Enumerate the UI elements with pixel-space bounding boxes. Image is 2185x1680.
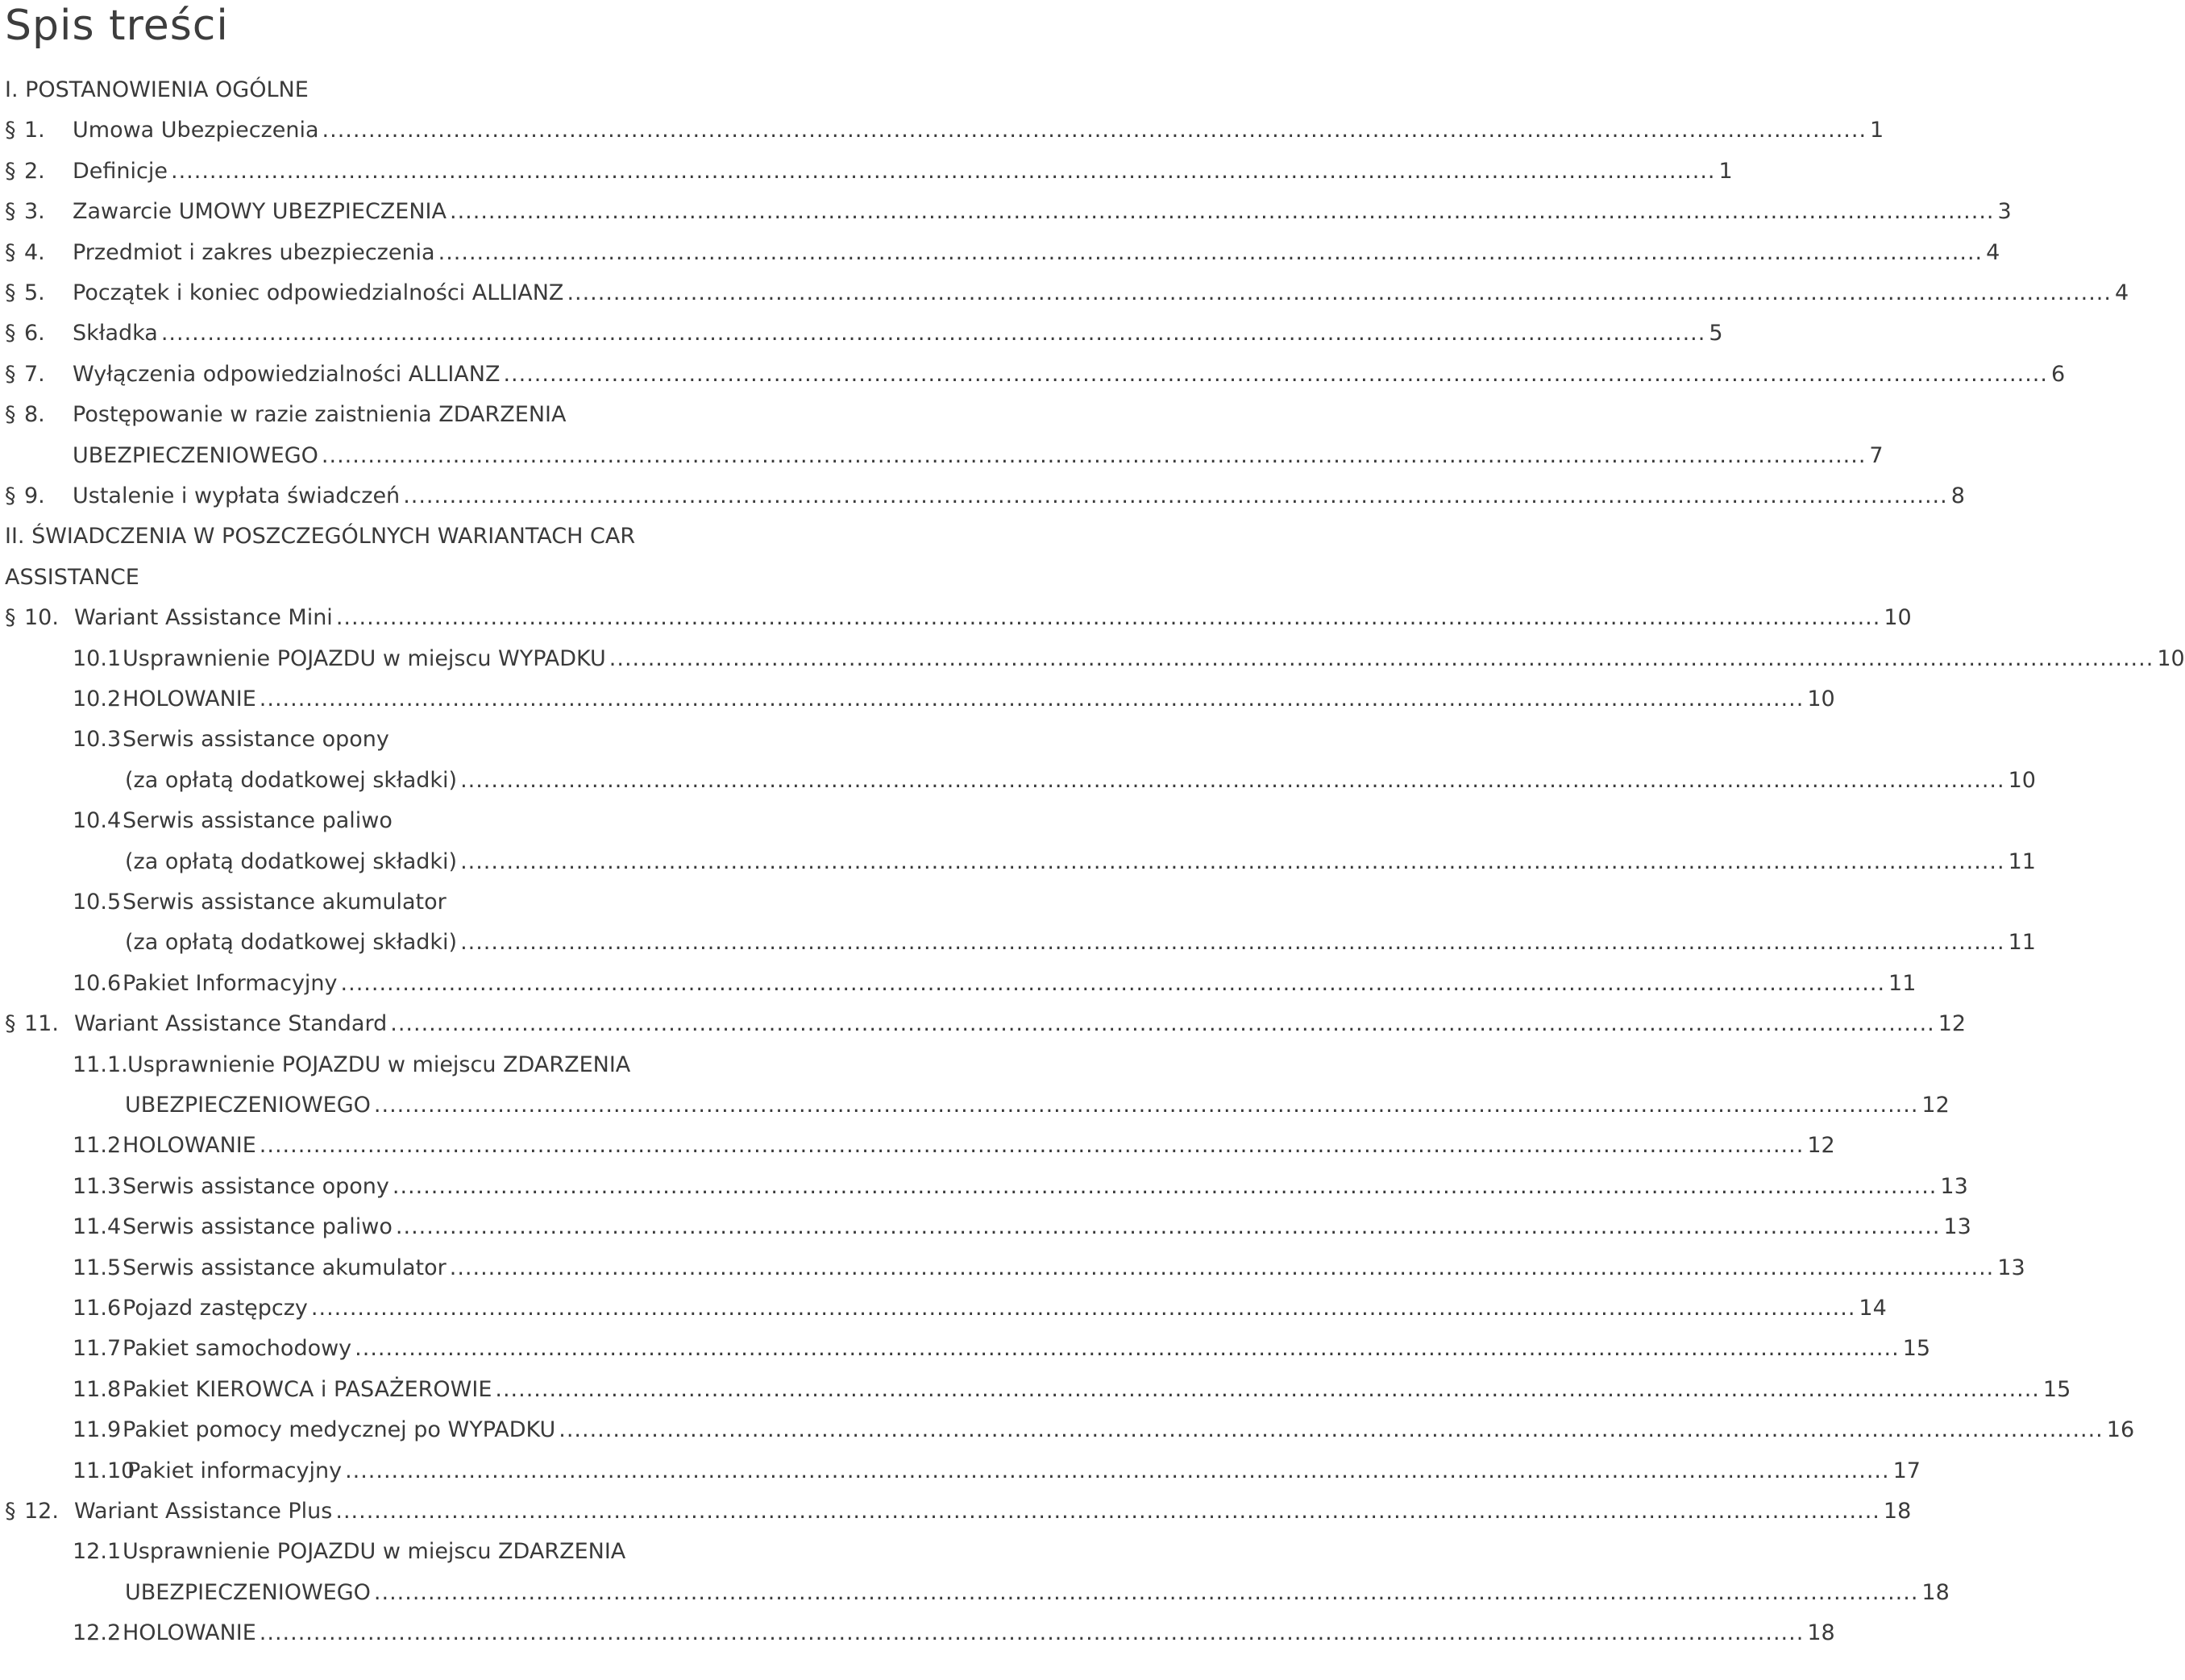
paragraph-number: 9. xyxy=(24,483,45,508)
section-sign-icon: § xyxy=(5,1499,16,1524)
subsection-number: 10.5 xyxy=(73,890,122,915)
toc-subentry[interactable] xyxy=(123,1288,1887,1329)
subsection-number: 11.5 xyxy=(73,1255,122,1280)
entry-title: Zawarcie UMOWY UBEZPIECZENIA xyxy=(73,199,447,225)
entry-title: Umowa Ubezpieczenia xyxy=(73,118,319,143)
subsection-number: 10.2 xyxy=(73,687,122,711)
entry-title: Wariant Assistance Plus xyxy=(74,1499,333,1524)
subsection-number: 11.2 xyxy=(73,1133,122,1159)
page-number: 4 xyxy=(1986,239,2000,265)
page-number: 4 xyxy=(2114,280,2129,305)
toc-entry[interactable] xyxy=(73,151,1733,192)
page-number: 18 xyxy=(1883,1499,1912,1524)
page-number: 16 xyxy=(2106,1417,2135,1443)
subsection-number: 12.1 xyxy=(73,1539,122,1565)
entry-title: Pakiet Informacyjny xyxy=(123,970,338,996)
paragraph-number: 10. xyxy=(24,605,59,631)
dot-leader: ........................................................................................................................................................................................................ xyxy=(449,199,1995,225)
toc-entry[interactable] xyxy=(74,598,1912,638)
entry-title: HOLOWANIE xyxy=(123,687,256,711)
section-heading: I. POSTANOWIENIA OGÓLNE xyxy=(5,77,309,102)
dot-leader: ........................................................................................................................................................................................................ xyxy=(403,483,1948,508)
section-sign-icon: § xyxy=(5,483,16,508)
section-sign-icon: § xyxy=(5,239,16,265)
entry-title: (za opłatą dodatkowej składki) xyxy=(125,848,458,874)
toc-subentry[interactable] xyxy=(125,1573,1950,1613)
dot-leader: ........................................................................................................................................................................................................ xyxy=(392,1173,1938,1199)
page-number: 6 xyxy=(2050,361,2066,387)
entry-title: Wyłączenia odpowiedzialności ALLIANZ xyxy=(73,361,501,387)
dot-leader: ........................................................................................................................................................................................................ xyxy=(449,1255,1995,1280)
toc-subentry[interactable] xyxy=(123,964,1917,1004)
dot-leader: ........................................................................................................................................................................................................ xyxy=(345,1458,1890,1483)
paragraph-number: 1. xyxy=(24,118,45,143)
subsection-number: 11.4 xyxy=(73,1214,122,1240)
entry-title: Ustalenie i wypłata świadczeń xyxy=(73,483,401,508)
page-number: 13 xyxy=(1943,1214,1971,1240)
toc-entry[interactable] xyxy=(73,313,1723,354)
dot-leader: ........................................................................................................................................................................................................ xyxy=(373,1093,1919,1118)
dot-leader: ........................................................................................................................................................................................................ xyxy=(335,1499,1880,1524)
dot-leader: ........................................................................................................................................................................................................ xyxy=(609,645,2154,671)
subsection-number: 11.7 xyxy=(73,1336,122,1362)
page-title: Spis treści xyxy=(5,2,229,50)
section-sign-icon: § xyxy=(5,1011,16,1037)
subsection-number: 11.10 xyxy=(73,1458,135,1483)
page-number: 15 xyxy=(2042,1376,2071,1402)
paragraph-number: 6. xyxy=(24,321,45,346)
page-number: 12 xyxy=(1807,1133,1835,1159)
entry-title: (za opłatą dodatkowej składki) xyxy=(125,930,458,956)
page-number: 11 xyxy=(2008,930,2036,956)
paragraph-number: 5. xyxy=(24,280,45,305)
dot-leader: ........................................................................................................................................................................................................ xyxy=(495,1376,2040,1402)
entry-title: Wariant Assistance Mini xyxy=(74,605,333,631)
toc-subentry[interactable] xyxy=(123,1613,1835,1653)
section-sign-icon: § xyxy=(5,402,16,428)
page-number: 1 xyxy=(1870,118,1884,143)
dot-leader: ........................................................................................................................................................................................................ xyxy=(395,1214,1941,1240)
entry-title: Pakiet samochodowy xyxy=(123,1336,352,1362)
dot-leader: ........................................................................................................................................................................................................ xyxy=(322,118,1867,143)
dot-leader: ........................................................................................................................................................................................................ xyxy=(321,442,1867,468)
toc-subentry[interactable] xyxy=(125,842,2036,882)
dot-leader: ........................................................................................................................................................................................................ xyxy=(373,1579,1919,1605)
page-number: 12 xyxy=(1938,1011,1967,1037)
entry-title: Początek i koniec odpowiedzialności ALLIANZ xyxy=(73,280,564,305)
dot-leader: ........................................................................................................................................................................................................ xyxy=(438,239,1984,265)
toc-subentry[interactable] xyxy=(123,1248,2025,1288)
section-sign-icon: § xyxy=(5,361,16,387)
dot-leader: ........................................................................................................................................................................................................ xyxy=(340,970,1886,996)
entry-title: Serwis assistance akumulator xyxy=(123,1255,447,1280)
toc-subentry[interactable] xyxy=(123,1207,1971,1247)
subsection-number: 11.3 xyxy=(73,1173,122,1199)
entry-title: Usprawnienie POJAZDU w miejscu WYPADKU xyxy=(123,645,606,671)
entry-title: Pakiet informacyjny xyxy=(127,1458,343,1483)
paragraph-number: 4. xyxy=(24,239,45,265)
subsection-number: 11.8 xyxy=(73,1376,122,1402)
page-number: 17 xyxy=(1892,1458,1921,1483)
dot-leader: ........................................................................................................................................................................................................ xyxy=(335,605,1881,631)
toc-entry-line1: Postępowanie w razie zaistnienia ZDARZENIA xyxy=(73,402,567,428)
dot-leader: ........................................................................................................................................................................................................ xyxy=(503,361,2048,387)
dot-leader: ........................................................................................................................................................................................................ xyxy=(460,767,2005,793)
dot-leader: ........................................................................................................................................................................................................ xyxy=(390,1011,1935,1037)
page-number: 11 xyxy=(1888,970,1917,996)
toc-entry[interactable] xyxy=(73,110,1884,151)
page-number: 18 xyxy=(1921,1579,1950,1605)
paragraph-number: 3. xyxy=(24,199,45,225)
toc-subentry[interactable] xyxy=(123,1167,1968,1207)
dot-leader: ........................................................................................................................................................................................................ xyxy=(460,848,2005,874)
entry-title: Przedmiot i zakres ubezpieczenia xyxy=(73,239,435,265)
toc-subentry[interactable] xyxy=(123,1370,2071,1410)
section-heading: II. ŚWIADCZENIA W POSZCZEGÓLNYCH WARIANTACH CAR xyxy=(5,524,636,550)
dot-leader: ........................................................................................................................................................................................................ xyxy=(259,1620,1805,1646)
page-number: 3 xyxy=(1997,199,2012,225)
toc-entry[interactable] xyxy=(73,355,2066,395)
dot-leader: ........................................................................................................................................................................................................ xyxy=(559,1417,2104,1443)
subsection-number: 10.3 xyxy=(73,727,122,753)
toc-subentry-line1: Serwis assistance paliwo xyxy=(123,808,393,834)
page-number: 10 xyxy=(1807,687,1835,711)
toc-entry[interactable] xyxy=(73,192,2012,232)
dot-leader: ........................................................................................................................................................................................................ xyxy=(355,1336,1900,1362)
page-number: 14 xyxy=(1859,1296,1887,1321)
entry-title: Serwis assistance paliwo xyxy=(123,1214,393,1240)
paragraph-number: 8. xyxy=(24,402,45,428)
section-sign-icon: § xyxy=(5,280,16,305)
page-number: 13 xyxy=(1940,1173,1968,1199)
page-number: 5 xyxy=(1709,321,1723,346)
page-number: 8 xyxy=(1950,483,1965,508)
page-number: 10 xyxy=(2008,767,2036,793)
toc-subentry[interactable] xyxy=(123,1329,1931,1369)
toc-subentry-line1: Usprawnienie POJAZDU w miejscu ZDARZENIA xyxy=(123,1539,626,1565)
toc-subentry[interactable] xyxy=(127,1451,1921,1491)
toc-entry[interactable] xyxy=(73,233,2000,273)
toc-subentry[interactable] xyxy=(125,1085,1950,1126)
dot-leader: ........................................................................................................................................................................................................ xyxy=(170,158,1716,184)
dot-leader: ........................................................................................................................................................................................................ xyxy=(310,1296,1856,1321)
subsection-number: 10.6 xyxy=(73,970,122,996)
page-number: 7 xyxy=(1869,442,1884,468)
dot-leader: ........................................................................................................................................................................................................ xyxy=(259,1133,1805,1159)
toc-subentry[interactable] xyxy=(123,1410,2135,1450)
toc-subentry[interactable] xyxy=(125,761,2036,801)
toc-entry[interactable] xyxy=(73,436,1884,476)
toc-entry[interactable] xyxy=(73,476,1965,516)
subsection-number: 12.2 xyxy=(73,1620,122,1646)
page-number: 1 xyxy=(1718,158,1733,184)
paragraph-number: 12. xyxy=(24,1499,59,1524)
entry-title: Pojazd zastępczy xyxy=(123,1296,308,1321)
toc-subentry[interactable] xyxy=(123,679,1835,720)
entry-title: Składka xyxy=(73,321,158,346)
entry-title: UBEZPIECZENIOWEGO xyxy=(73,442,318,468)
entry-title: Pakiet KIEROWCA i PASAŻEROWIE xyxy=(123,1376,492,1402)
toc-subentry[interactable] xyxy=(123,1126,1835,1166)
subsection-number: 11.1. xyxy=(73,1052,128,1077)
page-number: 10 xyxy=(2157,645,2185,671)
page-number: 13 xyxy=(1997,1255,2025,1280)
section-sign-icon: § xyxy=(5,199,16,225)
entry-title: Definicje xyxy=(73,158,168,184)
page-number: 11 xyxy=(2008,848,2036,874)
page-number: 12 xyxy=(1921,1093,1950,1118)
paragraph-number: 11. xyxy=(24,1011,59,1037)
section-heading-cont: ASSISTANCE xyxy=(5,564,139,590)
toc-entry[interactable] xyxy=(74,1004,1967,1044)
section-sign-icon: § xyxy=(5,118,16,143)
dot-leader: ........................................................................................................................................................................................................ xyxy=(259,687,1805,711)
page-number: 15 xyxy=(1902,1336,1931,1362)
section-sign-icon: § xyxy=(5,321,16,346)
toc-subentry-line1: Usprawnienie POJAZDU w miejscu ZDARZENIA xyxy=(127,1052,631,1077)
subsection-number: 10.1 xyxy=(73,645,122,671)
toc-entry[interactable] xyxy=(73,273,2129,313)
entry-title: (za opłatą dodatkowej składki) xyxy=(125,767,458,793)
entry-title: UBEZPIECZENIOWEGO xyxy=(125,1093,371,1118)
entry-title: Pakiet pomocy medycznej po WYPADKU xyxy=(123,1417,556,1443)
toc-subentry[interactable] xyxy=(125,923,2036,963)
subsection-number: 11.6 xyxy=(73,1296,122,1321)
dot-leader: ........................................................................................................................................................................................................ xyxy=(567,280,2112,305)
entry-title: Wariant Assistance Standard xyxy=(74,1011,388,1037)
entry-title: HOLOWANIE xyxy=(123,1620,256,1646)
page-number: 10 xyxy=(1884,605,1912,631)
paragraph-number: 2. xyxy=(24,158,45,184)
dot-leader: ........................................................................................................................................................................................................ xyxy=(160,321,1706,346)
page-number: 18 xyxy=(1807,1620,1835,1646)
entry-title: HOLOWANIE xyxy=(123,1133,256,1159)
paragraph-number: 7. xyxy=(24,361,45,387)
toc-subentry[interactable] xyxy=(123,639,2185,679)
toc-subentry-line1: Serwis assistance opony xyxy=(123,727,389,753)
subsection-number: 10.4 xyxy=(73,808,122,834)
section-sign-icon: § xyxy=(5,158,16,184)
dot-leader: ........................................................................................................................................................................................................ xyxy=(460,930,2005,956)
toc-entry[interactable] xyxy=(74,1491,1912,1532)
section-sign-icon: § xyxy=(5,605,16,631)
entry-title: Serwis assistance opony xyxy=(123,1173,389,1199)
subsection-number: 11.9 xyxy=(73,1417,122,1443)
entry-title: UBEZPIECZENIOWEGO xyxy=(125,1579,371,1605)
toc-subentry-line1: Serwis assistance akumulator xyxy=(123,890,447,915)
